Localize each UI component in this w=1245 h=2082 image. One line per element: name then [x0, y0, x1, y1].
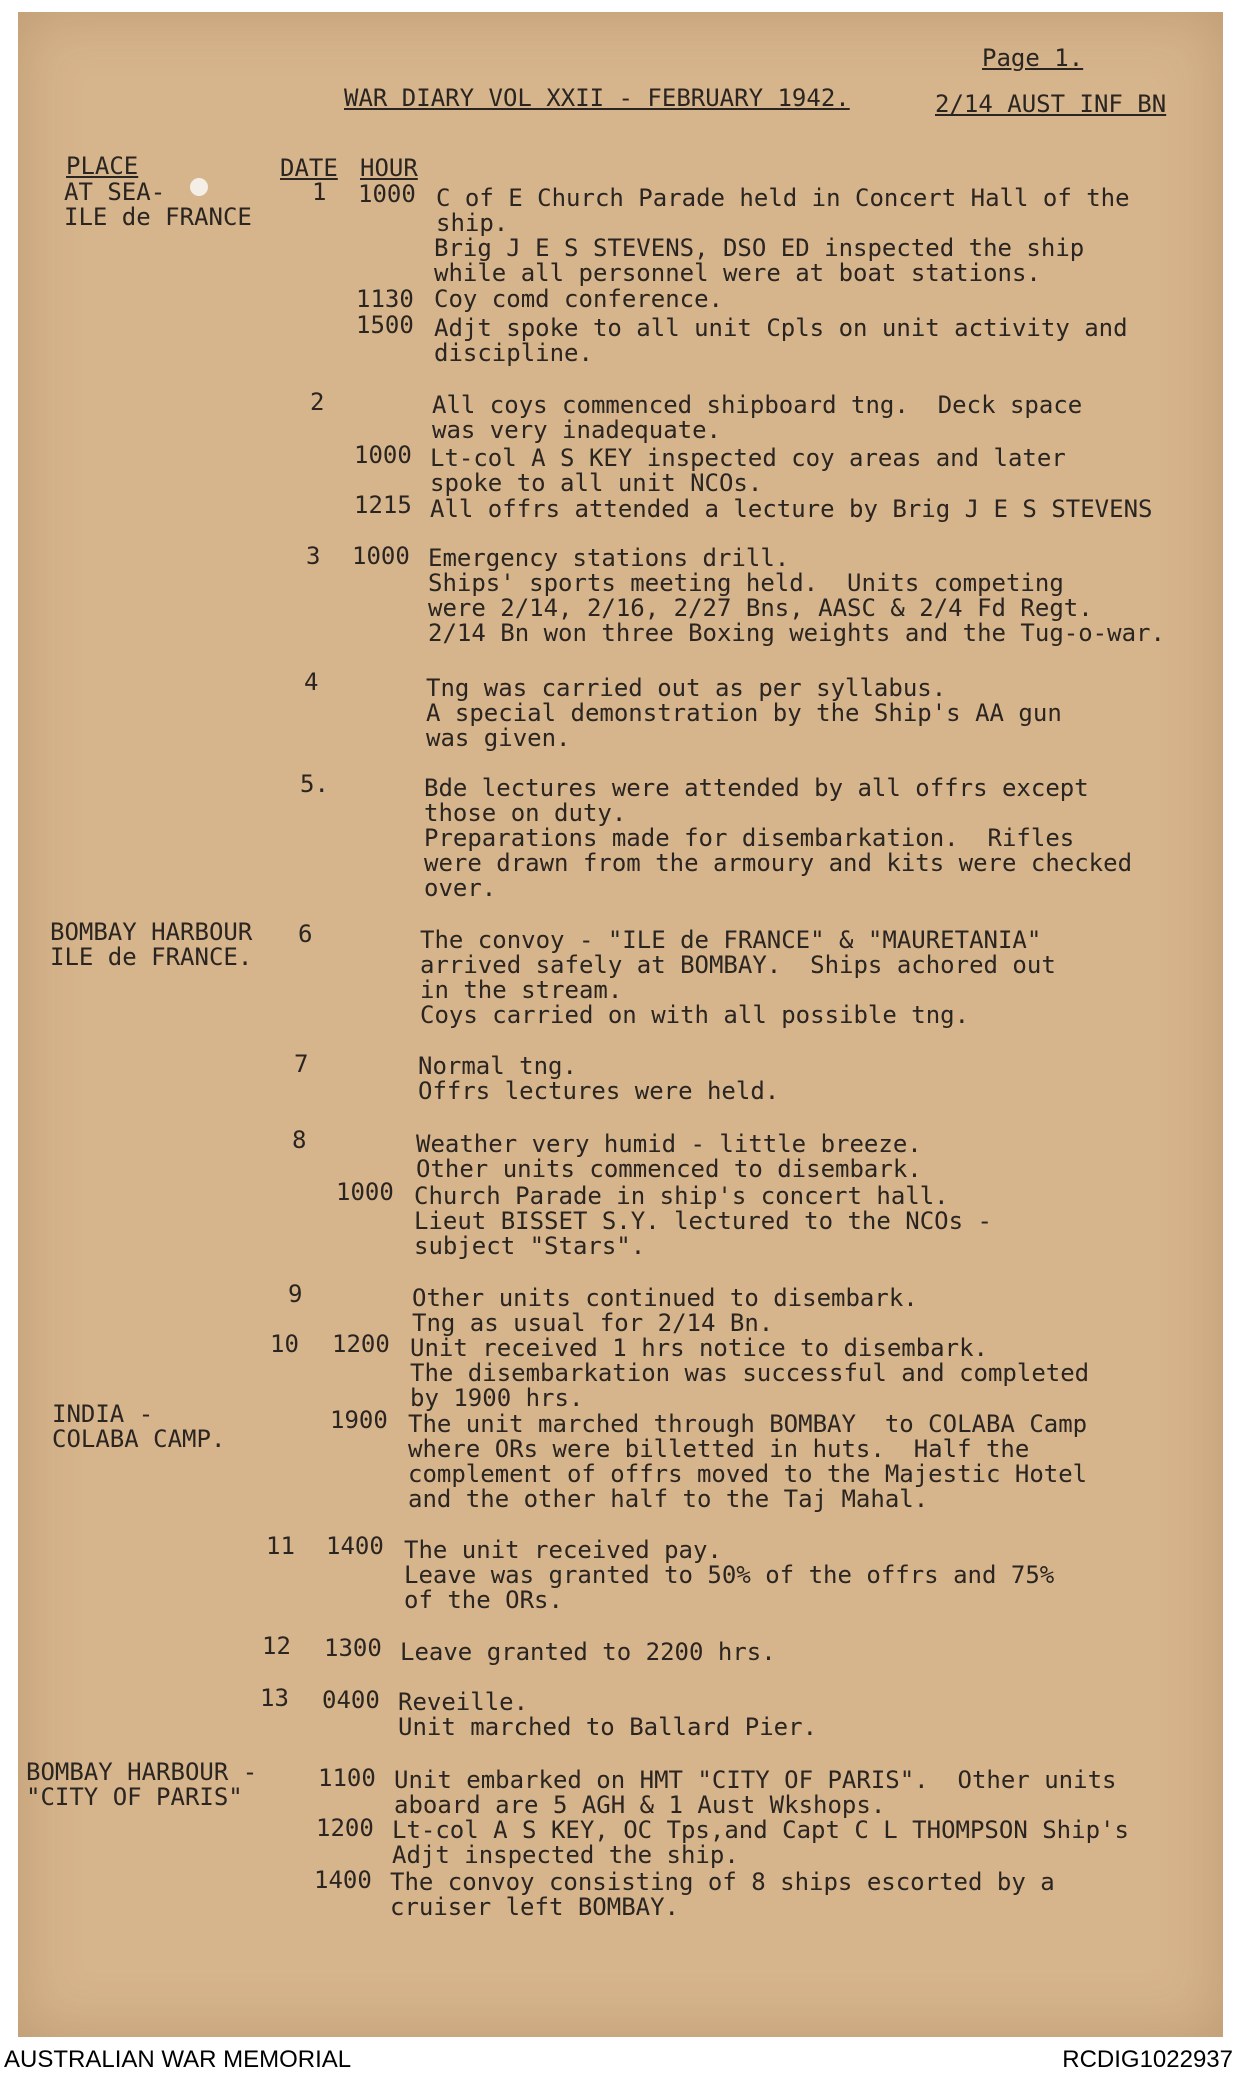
entry-text: Weather very humid - little breeze. Other units commenced to disembark.: [416, 1130, 922, 1183]
place-bombay-harbour: BOMBAY HARBOUR ILE de FRANCE.: [50, 918, 253, 971]
entry-date: 7: [294, 1050, 309, 1078]
entry-date: 4: [304, 668, 319, 696]
entry-date: 13: [260, 1684, 289, 1712]
entry-date: 10: [270, 1330, 299, 1358]
entry-text: Unit received 1 hrs notice to disembark. The disembarkation was successful and completed by 1900 hrs.: [410, 1334, 1090, 1412]
entry-text: C of E Church Parade held in Concert Hall of the ship.: [436, 184, 1130, 237]
entry-hour: 0400: [322, 1686, 380, 1714]
column-hour: HOUR: [360, 154, 418, 182]
place-colaba-camp: INDIA - COLABA CAMP.: [52, 1400, 226, 1453]
entry-hour: 1400: [326, 1532, 384, 1560]
entry-text: The convoy consisting of 8 ships escorted by a cruiser left BOMBAY.: [390, 1868, 1055, 1921]
entry-text: Bde lectures were attended by all offrs except those on duty. Preparations made for disembarkation. Rifles were drawn from the armoury and kits were checked over.: [424, 774, 1133, 902]
entry-text: Lt-col A S KEY inspected coy areas and later spoke to all unit NCOs.: [430, 444, 1066, 497]
footer-archive-name: AUSTRALIAN WAR MEMORIAL: [4, 2046, 352, 2073]
entry-text: Lt-col A S KEY, OC Tps,and Capt C L THOMPSON Ship's Adjt inspected the ship.: [392, 1816, 1129, 1869]
entry-hour: 1200: [332, 1330, 390, 1358]
entry-hour: 1300: [324, 1634, 382, 1662]
entry-date: 8: [292, 1126, 307, 1154]
entry-hour: 1000: [352, 542, 410, 570]
entry-text: Leave granted to 2200 hrs.: [400, 1638, 776, 1666]
entry-date: 11: [266, 1532, 295, 1560]
entry-text: Brig J E S STEVENS, DSO ED inspected the ship while all personnel were at boat stations.: [434, 234, 1085, 287]
entry-hour: 1400: [314, 1866, 372, 1894]
entry-text: Adjt spoke to all unit Cpls on unit activity and discipline.: [434, 314, 1128, 367]
entry-text: Other units continued to disembark. Tng as usual for 2/14 Bn.: [412, 1284, 918, 1337]
entry-hour: 1000: [336, 1178, 394, 1206]
place-at-sea: AT SEA- ILE de FRANCE: [64, 178, 252, 231]
diary-title: WAR DIARY VOL XXII - FEBRUARY 1942.: [344, 84, 850, 112]
entry-date: 2: [310, 388, 325, 416]
entry-date: 3: [306, 542, 321, 570]
entry-text: Tng was carried out as per syllabus. A special demonstration by the Ship's AA gun was given.: [426, 674, 1062, 752]
entry-text: Unit embarked on HMT "CITY OF PARIS". Other units aboard are 5 AGH & 1 Aust Wkshops.: [394, 1766, 1117, 1819]
entry-hour: 1500: [356, 311, 414, 339]
entry-hour: 1200: [316, 1814, 374, 1842]
entry-date: 5.: [300, 770, 329, 798]
entry-text: Church Parade in ship's concert hall. Lieut BISSET S.Y. lectured to the NCOs - subject "Stars".: [414, 1182, 992, 1260]
page-number: Page 1.: [982, 44, 1084, 72]
entry-text: Emergency stations drill. Ships' sports meeting held. Units competing were 2/14, 2/16, 2/27 Bns, AASC & 2/4 Fd Regt. 2/14 Bn won three Boxing weights and the Tug-o-war.: [428, 544, 1165, 647]
entry-text: The unit received pay. Leave was granted to 50% of the offrs and 75% of the ORs.: [404, 1536, 1055, 1614]
column-place: PLACE: [66, 152, 139, 180]
entry-hour: 1000: [354, 441, 412, 469]
entry-date: 1: [312, 178, 327, 206]
column-date: DATE: [280, 154, 338, 182]
entry-text: Reveille. Unit marched to Ballard Pier.: [398, 1688, 818, 1741]
entry-date: 9: [288, 1280, 303, 1308]
entry-hour: 1000: [358, 180, 416, 208]
entry-text: The convoy - "ILE de FRANCE" & "MAURETANIA" arrived safely at BOMBAY. Ships achored out in the stream. Coys carried on with all possible tng.: [420, 926, 1056, 1029]
entry-text: Normal tng. Offrs lectures were held.: [418, 1052, 780, 1105]
entry-text: All coys commenced shipboard tng. Deck space was very inadequate.: [432, 391, 1083, 444]
entry-date: 12: [262, 1632, 291, 1660]
entry-text: The unit marched through BOMBAY to COLABA Camp where ORs were billetted in huts. Half the complement of offrs moved to the Majestic Hotel and the other half to the Taj Mahal.: [408, 1410, 1088, 1513]
entry-text: All offrs attended a lecture by Brig J E S STEVENS: [430, 495, 1153, 523]
entry-hour: 1100: [318, 1764, 376, 1792]
footer-record-id: RCDIG1022937: [1062, 2046, 1233, 2073]
place-city-of-paris: BOMBAY HARBOUR - "CITY OF PARIS": [26, 1758, 258, 1811]
entry-hour: 1130: [356, 285, 414, 313]
entry-hour: 1215: [354, 491, 412, 519]
entry-hour: 1900: [330, 1406, 388, 1434]
entry-date: 6: [298, 920, 313, 948]
unit-name: 2/14 AUST INF BN: [935, 90, 1167, 118]
entry-text: Coy comd conference.: [434, 285, 723, 313]
